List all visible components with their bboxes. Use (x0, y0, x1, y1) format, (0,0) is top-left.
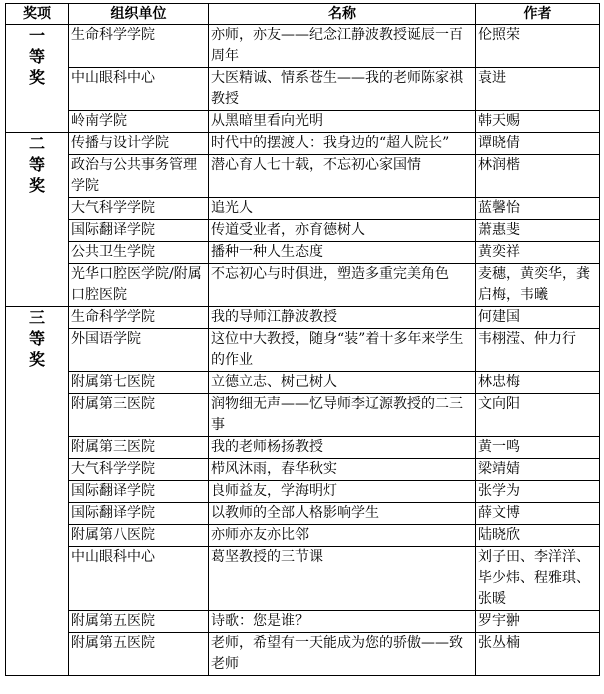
award-level-char: 一 (28, 26, 45, 45)
author-cell: 林忠梅 (476, 372, 600, 394)
table-row (6, 503, 600, 525)
table-row (6, 155, 600, 198)
title-cell: 我的老师杨扬教授 (209, 437, 476, 459)
author-cell: 张丛楠 (476, 633, 600, 676)
unit-cell: 附属第八医院 (69, 525, 209, 547)
unit-cell: 国际翻译学院 (69, 503, 209, 525)
table-row (6, 264, 600, 307)
author-cell: 薛文博 (476, 503, 600, 525)
title-cell: 潜心育人七十载，不忘初心家国情 (209, 155, 476, 198)
author-cell: 韩天赐 (476, 111, 600, 133)
table-row (6, 329, 600, 372)
award-level-char: 等 (28, 47, 45, 66)
table-row (6, 25, 600, 68)
unit-cell: 生命科学学院 (69, 25, 209, 68)
table-row (6, 133, 600, 155)
author-cell: 谭晓倩 (476, 133, 600, 155)
unit-cell: 附属第三医院 (69, 394, 209, 437)
author-cell: 袁进 (476, 68, 600, 111)
title-cell: 不忘初心与时俱进，塑造多重完美角色 (209, 264, 476, 307)
author-cell: 梁靖婧 (476, 459, 600, 481)
author-cell: 蓝馨怡 (476, 198, 600, 220)
unit-cell: 附属第五医院 (69, 611, 209, 633)
author-cell: 罗宇翀 (476, 611, 600, 633)
award-level-char: 二 (28, 134, 45, 153)
title-cell: 润物细无声——忆导师李辽源教授的二三事 (209, 394, 476, 437)
author-cell: 伦照荣 (476, 25, 600, 68)
table-row (6, 525, 600, 547)
author-cell: 刘子田、李洋洋、毕少炜、程雅琪、张暖 (476, 547, 600, 611)
title-cell: 播种一种人生态度 (209, 242, 476, 264)
header-unit: 组织单位 (69, 4, 209, 25)
title-cell: 我的导师江静波教授 (209, 307, 476, 329)
unit-cell: 传播与设计学院 (69, 133, 209, 155)
author-cell: 麦穗，黄奕华，龚启梅，韦曦 (476, 264, 600, 307)
unit-cell: 中山眼科中心 (69, 68, 209, 111)
unit-cell: 大气科学学院 (69, 459, 209, 481)
title-cell: 传道受业者，亦育德树人 (209, 220, 476, 242)
author-cell: 文向阳 (476, 394, 600, 437)
award-level-char: 奖 (28, 68, 45, 87)
unit-cell: 国际翻译学院 (69, 481, 209, 503)
unit-cell: 光华口腔医学院/附属口腔医院 (69, 264, 209, 307)
award-level-cell (6, 133, 69, 307)
header-award: 奖项 (6, 4, 69, 25)
unit-cell: 附属第三医院 (69, 437, 209, 459)
award-level-char: 等 (28, 329, 45, 348)
unit-cell: 外国语学院 (69, 329, 209, 372)
title-cell: 时代中的摆渡人：我身边的“超人院长” (209, 133, 476, 155)
title-cell: 以教师的全部人格影响学生 (209, 503, 476, 525)
author-cell: 黄奕祥 (476, 242, 600, 264)
title-cell: 老师，希望有一天能成为您的骄傲——致老师 (209, 633, 476, 676)
awards-body (6, 25, 600, 676)
table-row (6, 111, 600, 133)
award-level-char: 三 (28, 308, 45, 327)
title-cell: 这位中大教授，随身“装”着十多年来学生的作业 (209, 329, 476, 372)
unit-cell: 附属第七医院 (69, 372, 209, 394)
table-row (6, 611, 600, 633)
table-row (6, 547, 600, 611)
title-cell: 立德立志、树己树人 (209, 372, 476, 394)
author-cell: 韦栩滢、仲力行 (476, 329, 600, 372)
title-cell: 良师益友，学海明灯 (209, 481, 476, 503)
awards-table (5, 3, 600, 676)
author-cell: 何建国 (476, 307, 600, 329)
table-row (6, 481, 600, 503)
award-level-cell (6, 307, 69, 676)
title-cell: 大医精诚、情系苍生——我的老师陈家祺教授 (209, 68, 476, 111)
title-cell: 亦师亦友亦比邻 (209, 525, 476, 547)
table-row (6, 372, 600, 394)
award-level-char: 奖 (28, 176, 45, 195)
table-row (6, 242, 600, 264)
table-row (6, 459, 600, 481)
title-cell: 诗歌：您是谁？ (209, 611, 476, 633)
title-cell: 追光人 (209, 198, 476, 220)
unit-cell: 国际翻译学院 (69, 220, 209, 242)
header-author: 作者 (476, 4, 600, 25)
title-cell: 亦师，亦友——纪念江静波教授诞辰一百周年 (209, 25, 476, 68)
unit-cell: 岭南学院 (69, 111, 209, 133)
author-cell: 陆晓欣 (476, 525, 600, 547)
table-row (6, 633, 600, 676)
unit-cell: 生命科学学院 (69, 307, 209, 329)
title-cell: 栉风沐雨，春华秋实 (209, 459, 476, 481)
title-cell: 从黑暗里看向光明 (209, 111, 476, 133)
unit-cell: 政治与公共事务管理学院 (69, 155, 209, 198)
table-row (6, 394, 600, 437)
table-row (6, 220, 600, 242)
award-level-char: 奖 (28, 350, 45, 369)
unit-cell: 公共卫生学院 (69, 242, 209, 264)
table-row (6, 307, 600, 329)
table-row (6, 437, 600, 459)
author-cell: 张学为 (476, 481, 600, 503)
title-cell: 葛坚教授的三节课 (209, 547, 476, 611)
header-title: 名称 (209, 4, 476, 25)
unit-cell: 中山眼科中心 (69, 547, 209, 611)
author-cell: 林润楷 (476, 155, 600, 198)
table-row (6, 198, 600, 220)
author-cell: 萧惠斐 (476, 220, 600, 242)
unit-cell: 附属第五医院 (69, 633, 209, 676)
award-level-char: 等 (28, 155, 45, 174)
table-row (6, 68, 600, 111)
header-row (6, 4, 600, 25)
author-cell: 黄一鸣 (476, 437, 600, 459)
award-level-cell (6, 25, 69, 133)
unit-cell: 大气科学学院 (69, 198, 209, 220)
